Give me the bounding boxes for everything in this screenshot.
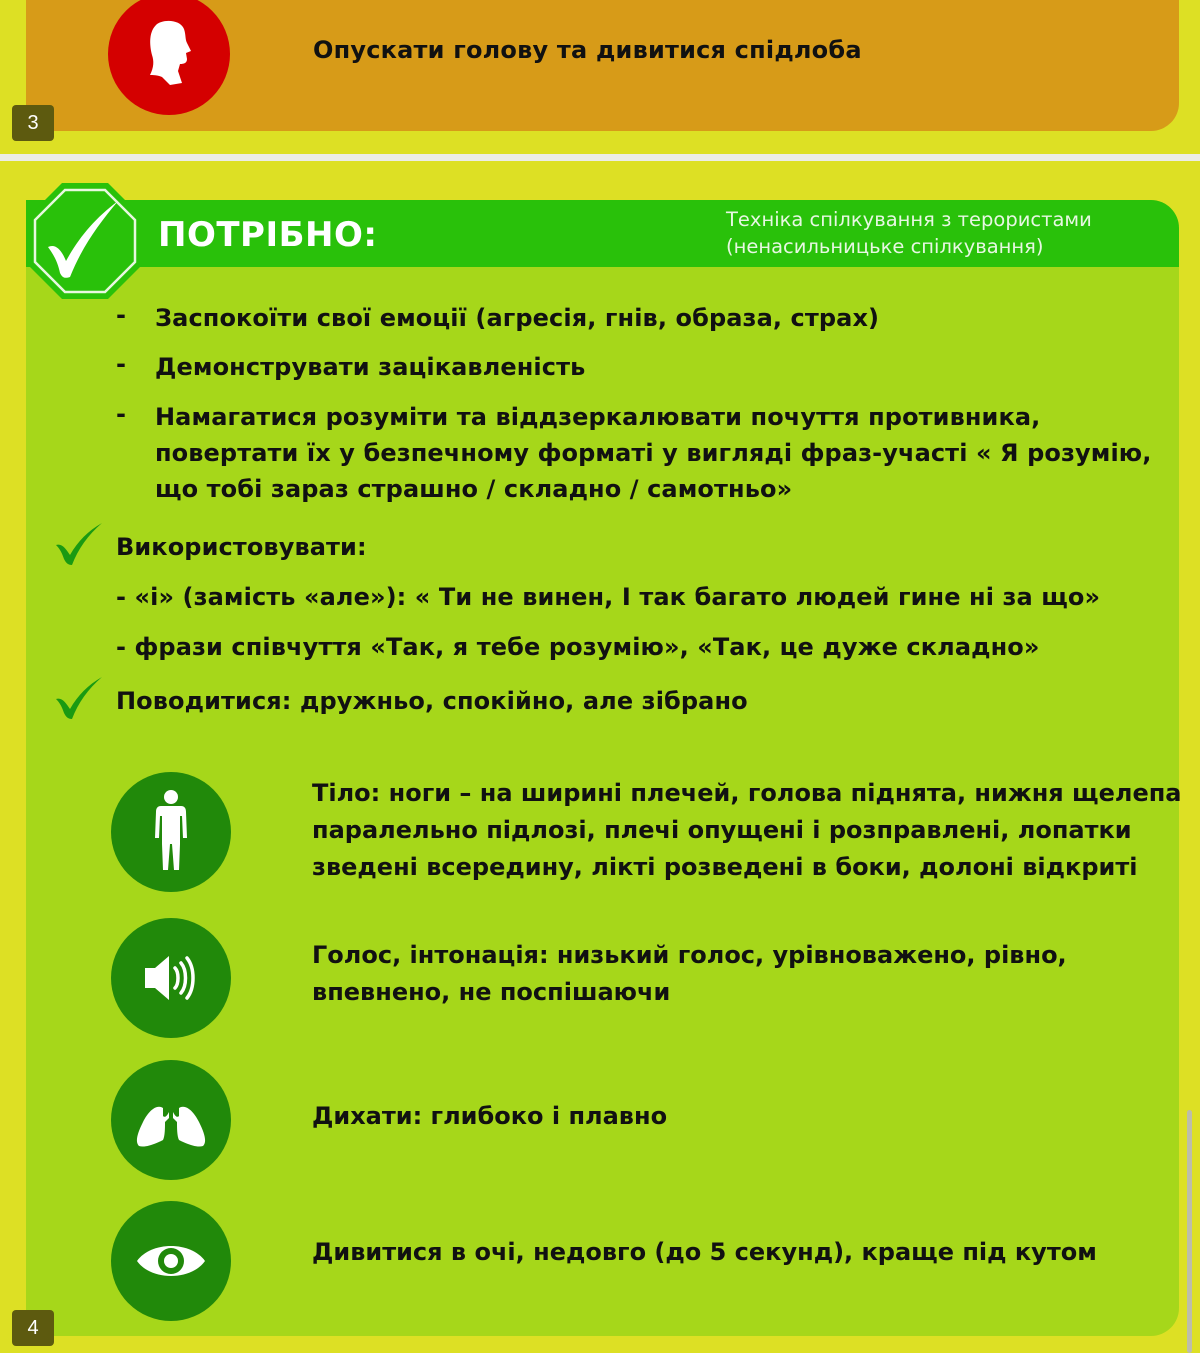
eye-icon-circle [111, 1201, 231, 1321]
slide-3-text: Опускати голову та дивитися спідлоба [313, 36, 862, 64]
use-item: - фрази співчуття «Так, я тебе розумію», «Так, це дуже складно» [116, 633, 1040, 661]
bullet-line: Заспокоїти свої емоції (агресія, гнів, образа, страх) [155, 304, 880, 332]
behave-text: Поводитися: дружньо, спокійно, але зібрано [116, 687, 748, 715]
slide-separator [0, 154, 1200, 161]
check-octagon-icon [26, 181, 144, 301]
speaker-icon [111, 918, 231, 1038]
tip-line: Тіло: ноги – на ширині плечей, голова піднята, нижня щелепа [312, 779, 1182, 807]
bullet-line: повертати їх у безпечному форматі у вигляді фраз-участі « Я розумію, [155, 439, 1152, 467]
header-subtitle-line-2: (ненасильницьке спілкування) [726, 235, 1044, 258]
head-profile-icon [140, 19, 200, 89]
eye-icon [111, 1201, 231, 1321]
body-icon [111, 772, 231, 892]
tip-body [312, 775, 1182, 886]
bullet-marker: - [116, 301, 126, 329]
tip-line: Дихати: глибоко і плавно [312, 1102, 668, 1130]
speaker-icon-circle [111, 918, 231, 1038]
body-icon-circle [111, 772, 231, 892]
tip-line: впевнено, не поспішаючи [312, 978, 671, 1006]
scrollbar[interactable] [1187, 1110, 1192, 1353]
header-subtitle [726, 206, 1092, 260]
tip-line: паралельно підлозі, плечі опущені і розправлені, лопатки [312, 816, 1132, 844]
bullet-line: Демонструвати зацікавленість [155, 353, 586, 381]
use-title: Використовувати: [116, 533, 367, 561]
page-number-4: 4 [12, 1310, 54, 1346]
bullet-item [155, 349, 585, 385]
tip-eyes [312, 1234, 1097, 1271]
slide-3 [0, 0, 1200, 154]
lungs-icon-circle [111, 1060, 231, 1180]
bullet-marker: - [116, 400, 126, 428]
tip-line: зведені всередину, лікті розведені в боки, долоні відкриті [312, 853, 1138, 881]
bullet-item [155, 399, 1151, 507]
bullet-marker: - [116, 350, 126, 378]
use-item: - «і» (замість «але»): « Ти не винен, І так багато людей гине ні за що» [116, 583, 1101, 611]
checkmark-icon [54, 523, 104, 565]
tip-voice [312, 937, 1067, 1011]
tip-line: Дивитися в очі, недовго (до 5 секунд), краще під кутом [312, 1238, 1097, 1266]
header-subtitle-line-1: Техніка спілкування з терористами [726, 208, 1092, 231]
checkmark-icon [54, 677, 104, 719]
bullet-line: що тобі зараз страшно / складно / самотньо» [155, 475, 793, 503]
bullet-item [155, 300, 879, 336]
slide-4 [0, 161, 1200, 1353]
header-title: ПОТРІБНО: [158, 215, 378, 255]
page-number-3: 3 [12, 105, 54, 141]
tip-line: Голос, інтонація: низький голос, урівноважено, рівно, [312, 941, 1067, 969]
lungs-icon [111, 1060, 231, 1180]
tip-breathe [312, 1098, 667, 1135]
bullet-line: Намагатися розуміти та віддзеркалювати почуття противника, [155, 403, 1041, 431]
